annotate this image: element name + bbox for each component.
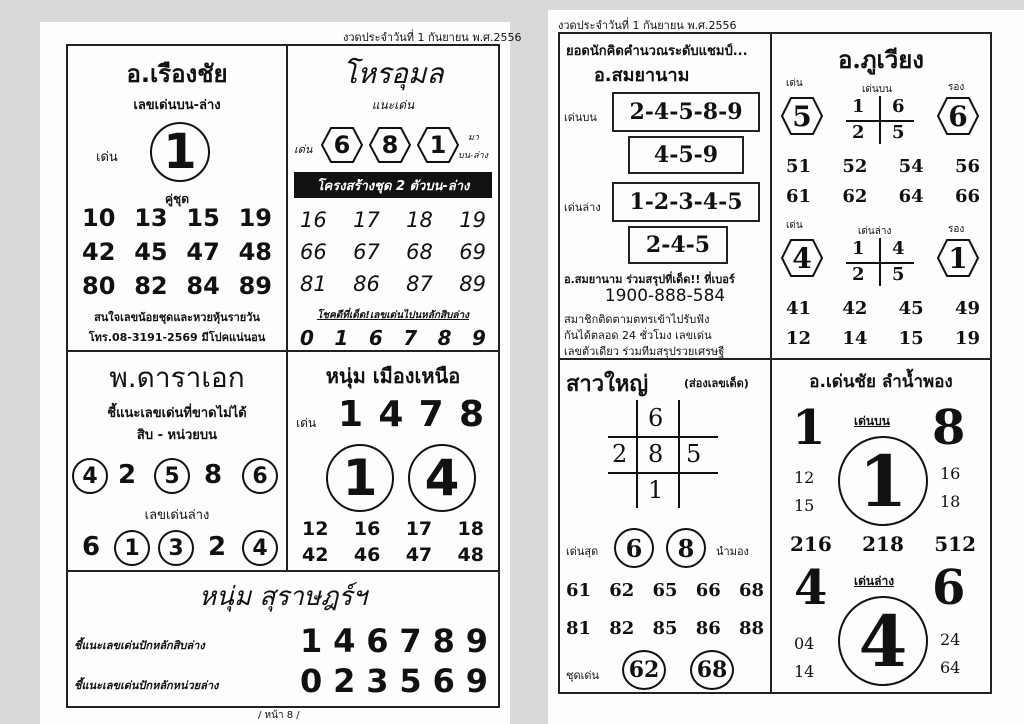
- number: 66: [695, 580, 721, 601]
- number: 62: [842, 186, 868, 207]
- number: 49: [954, 298, 980, 319]
- rueangchai-phone: โทร.08-3191-2569 มีโปคแน่นอน: [88, 331, 266, 344]
- number: 61: [566, 580, 592, 601]
- sommayanam-top-main: 2-4-5-8-9: [612, 92, 760, 132]
- horaduman-digit-3: 1: [416, 126, 460, 164]
- horaduman-side-bottom: บน-ล่าง: [458, 151, 489, 161]
- pair-number: 48: [238, 238, 272, 266]
- number: 216: [790, 532, 832, 556]
- daraek-top-digit-2: 2: [118, 460, 137, 490]
- sommayanam-top-sub: 4-5-9: [628, 136, 744, 174]
- sommayanam-note-3: เลขตัวเดียว ร่วมทีมสรุปรวยเศรษฐี: [564, 345, 725, 358]
- digit: 8: [458, 394, 484, 435]
- surat-row2-digits: [300, 662, 488, 700]
- horaduman-row-2: [300, 240, 486, 264]
- mueangnuea-circle-2: 4: [408, 444, 476, 512]
- mueangnuea-title: หนุ่ม เมืองเหนือ: [325, 364, 461, 388]
- number: 14: [842, 328, 868, 349]
- sommayanam-top-label: เด่นบน: [564, 111, 597, 124]
- number: 85: [652, 618, 678, 639]
- mueangnuea-row-1: [302, 518, 484, 540]
- horaduman-lead-label: เด่น: [294, 143, 313, 156]
- saoyai-row-2: [566, 618, 764, 639]
- sommayanam-bottom-label: เด่นล่าง: [564, 201, 601, 214]
- phuwiang-bottom-grid-3: 2: [852, 264, 865, 285]
- saoyai-grid-vline-2: [678, 400, 680, 508]
- pair-number: 45: [134, 238, 168, 266]
- phuwiang-bottom-lead: 4: [780, 238, 824, 278]
- phuwiang-bottom-grid-2: 4: [892, 238, 905, 259]
- left-page-header: งวดประจำวันที่ 1 กันยายน พ.ศ.2556: [343, 31, 522, 44]
- saoyai-lead-digit-1: 6: [614, 528, 654, 568]
- denchai-bottom-right: 6: [932, 560, 966, 616]
- phuwiang-top-grid-1: 1: [852, 96, 865, 117]
- number: 42: [842, 298, 868, 319]
- rueangchai-pairs-row-2: [82, 238, 272, 266]
- phuwiang-title: อ.ภูเวียง: [837, 45, 925, 74]
- saoyai-grid-bottom: 1: [648, 476, 664, 504]
- saoyai-set-digit-1: 62: [622, 650, 666, 690]
- pair-number: 82: [134, 272, 168, 300]
- saoyai-lead-label: เด่นสุด: [566, 545, 599, 558]
- number: 52: [842, 156, 868, 177]
- digit: 6: [366, 622, 389, 660]
- phuwiang-top-row-2: [786, 186, 980, 207]
- saoyai-grid-top: 6: [648, 404, 664, 432]
- number: 87: [406, 272, 433, 296]
- digit: 7: [403, 326, 418, 350]
- number: 16: [353, 518, 381, 540]
- digit: 8: [432, 622, 455, 660]
- rueangchai-main-number: 1: [150, 122, 210, 182]
- pair-number: 42: [82, 238, 116, 266]
- phuwiang-box: [770, 32, 992, 360]
- phuwiang-bottom-mid-label: เด่นล่าง: [858, 226, 892, 237]
- number: 16: [300, 208, 327, 232]
- sommayanam-bottom-sub: 2-4-5: [628, 226, 728, 264]
- surat-box: [66, 570, 500, 708]
- sommayanam-promo: อ.สมยานาม ร่วมสรุปที่เด็ด!! ที่เบอร์: [564, 273, 735, 286]
- left-page-footer: / หน้า 8 /: [258, 710, 300, 721]
- sommayanam-note-2: กันได้ตลอด 24 ชั่วโมง เลขเด่น: [564, 329, 712, 342]
- mueangnuea-lead-label: เด่น: [296, 416, 317, 430]
- rueangchai-box: [66, 44, 288, 352]
- mueangnuea-circle-1: 1: [326, 444, 394, 512]
- number: 67: [353, 240, 380, 264]
- number: 66: [300, 240, 327, 264]
- daraek-bottom-digit-1: 6: [82, 532, 101, 562]
- sommayanam-title: อ.สมยานาม: [594, 65, 690, 86]
- phuwiang-bottom-lead-label: เด่น: [786, 220, 803, 231]
- number: 48: [457, 544, 484, 566]
- number: 65: [652, 580, 678, 601]
- saoyai-row-1: [566, 580, 764, 601]
- saoyai-lead-side: นำมอง: [716, 545, 749, 558]
- daraek-top-digit-4: 8: [204, 460, 223, 490]
- saoyai-grid-left: 2: [612, 440, 628, 468]
- digit: 9: [465, 622, 488, 660]
- digit: 9: [472, 326, 486, 350]
- daraek-box: [66, 350, 288, 572]
- phuwiang-top-mid-label: เด่นบน: [862, 84, 892, 95]
- number: 56: [954, 156, 980, 177]
- sommayanam-phone: 1900-888-584: [604, 286, 726, 306]
- number: 68: [406, 240, 433, 264]
- horaduman-subtitle: แนะเด่น: [371, 98, 415, 112]
- number: 89: [459, 272, 486, 296]
- left-page: [40, 22, 522, 724]
- number: 12: [786, 328, 812, 349]
- saoyai-set-label: ชุดเด่น: [566, 669, 600, 682]
- saoyai-grid-vline-1: [636, 400, 638, 508]
- number: 69: [459, 240, 486, 264]
- number: 18: [457, 518, 484, 540]
- horaduman-title: โหรอุมล: [342, 57, 444, 90]
- denchai-center: 1: [838, 436, 928, 526]
- denchai-left-small-2: 15: [794, 496, 815, 515]
- digit: 7: [399, 622, 422, 660]
- phuwiang-bottom-row-1: [786, 298, 980, 319]
- daraek-title: พ.ดาราเอก: [109, 361, 245, 394]
- saoyai-set-digit-2: 68: [690, 650, 734, 690]
- phuwiang-top-grid-vline: [879, 96, 881, 144]
- number: 51: [786, 156, 812, 177]
- digit: 6: [432, 662, 455, 700]
- digit: 1: [334, 326, 349, 350]
- number: 41: [786, 298, 812, 319]
- rueangchai-pairs-label: คู่ชุด: [165, 192, 189, 206]
- horaduman-banner: โครงสร้างชุด 2 ตัวบน-ล่าง: [294, 172, 492, 198]
- sommayanam-bottom-main: 1-2-3-4-5: [612, 182, 760, 222]
- rueangchai-title: อ.เรืองชัย: [126, 60, 228, 88]
- number: 18: [406, 208, 433, 232]
- right-page-header: งวดประจำวันที่ 1 กันยายน พ.ศ.2556: [558, 19, 737, 32]
- horaduman-side-top: มา: [468, 133, 479, 143]
- pair-number: 47: [186, 238, 220, 266]
- number: 66: [954, 186, 980, 207]
- number: 86: [695, 618, 721, 639]
- number: 512: [934, 532, 976, 556]
- phuwiang-top-grid-4: 5: [892, 122, 905, 143]
- number: 81: [300, 272, 327, 296]
- daraek-subtitle-2: สิบ - หน่วยบน: [136, 428, 218, 443]
- saoyai-grid-center: 8: [648, 440, 664, 468]
- denchai-triples: [790, 532, 976, 556]
- saoyai-grid-right: 5: [686, 440, 702, 468]
- number: 81: [566, 618, 592, 639]
- phuwiang-top-grid-2: 6: [892, 96, 905, 117]
- saoyai-box: [558, 358, 772, 694]
- denchai-right-small2-2: 64: [940, 658, 961, 677]
- digit: 3: [366, 662, 389, 700]
- denchai-left-small-1: 12: [794, 468, 815, 487]
- rueangchai-promo: สนใจเลขน้อยชุดและหวยหุ้นรายวัน: [94, 311, 260, 324]
- pair-number: 13: [134, 204, 168, 232]
- phuwiang-top-row-1: [786, 156, 980, 177]
- number: 64: [898, 186, 924, 207]
- number: 86: [353, 272, 380, 296]
- saoyai-grid-hline-2: [608, 472, 718, 474]
- daraek-subtitle-1: ชี้แนะเลขเด่นที่ขาดไม่ได้: [107, 406, 247, 421]
- surat-row1-label: ชี้แนะเลขเด่นปักหลักสิบล่าง: [74, 639, 205, 652]
- denchai-top-left: 1: [792, 400, 826, 456]
- mueangnuea-row-2: [302, 544, 484, 566]
- digit: 1: [300, 622, 323, 660]
- number: 46: [353, 544, 381, 566]
- phuwiang-bottom-grid-vline: [879, 238, 881, 286]
- saoyai-grid-hline-1: [608, 436, 718, 438]
- sommayanam-box: [558, 32, 772, 360]
- digit: 8: [437, 326, 452, 350]
- number: 45: [898, 298, 924, 319]
- phuwiang-top-lead-label: เด่น: [786, 78, 803, 89]
- pair-number: 89: [238, 272, 272, 300]
- horaduman-lucky-digits: [300, 326, 486, 350]
- daraek-top-digit-1: 4: [72, 458, 108, 494]
- pair-number: 10: [82, 204, 116, 232]
- daraek-top-digit-3: 5: [154, 458, 190, 494]
- number: 62: [609, 580, 635, 601]
- phuwiang-top-side: 6: [936, 96, 980, 136]
- surat-row2-label: ชี้แนะเลขเด่นปักหลักหน่วยล่าง: [74, 679, 219, 692]
- daraek-bottom-digit-2: 1: [114, 530, 150, 566]
- rueangchai-main-label: เด่น: [96, 150, 118, 165]
- denchai-box: [770, 358, 992, 694]
- daraek-bottom-label: เลขเด่นล่าง: [144, 508, 210, 523]
- phuwiang-bottom-side: 1: [936, 238, 980, 278]
- denchai-left-small2-1: 04: [794, 634, 815, 653]
- pair-number: 84: [186, 272, 220, 300]
- digit: 5: [399, 662, 422, 700]
- digit: 4: [378, 394, 404, 435]
- phuwiang-top-side-label: รอง: [948, 82, 965, 93]
- daraek-bottom-digit-4: 2: [208, 532, 227, 562]
- daraek-bottom-digit-3: 3: [158, 530, 194, 566]
- digit: 2: [333, 662, 356, 700]
- denchai-left-small2-2: 14: [794, 662, 815, 681]
- denchai-right-small2-1: 24: [940, 630, 961, 649]
- denchai-bottom-label: เด่นล่าง: [854, 574, 895, 588]
- phuwiang-top-lead: 5: [780, 96, 824, 136]
- denchai-title: อ.เด่นชัย ลำน้ำพอง: [809, 372, 953, 392]
- number: 42: [302, 544, 329, 566]
- digit: 4: [333, 622, 356, 660]
- number: 19: [459, 208, 486, 232]
- horaduman-box: [286, 44, 500, 352]
- number: 12: [302, 518, 329, 540]
- phuwiang-bottom-grid-4: 5: [892, 264, 905, 285]
- denchai-center-2: 4: [838, 596, 928, 686]
- pair-number: 19: [238, 204, 272, 232]
- rueangchai-pairs-row-1: [82, 204, 272, 232]
- horaduman-digit-2: 8: [368, 126, 412, 164]
- denchai-right-small-2: 18: [940, 492, 961, 511]
- rueangchai-pairs-row-3: [82, 272, 272, 300]
- pair-number: 15: [186, 204, 220, 232]
- saoyai-subtitle: (ส่องเลขเด็ด): [684, 377, 749, 390]
- mueangnuea-digits: [338, 394, 484, 435]
- rueangchai-subtitle: เลขเด่นบน-ล่าง: [133, 98, 221, 113]
- number: 47: [405, 544, 433, 566]
- digit: 0: [300, 662, 323, 700]
- number: 68: [738, 580, 764, 601]
- number: 17: [353, 208, 380, 232]
- digit: 1: [338, 394, 364, 435]
- sommayanam-note-1: สมาชิกติดตามตทรเข้าไปรับฟัง: [564, 313, 710, 326]
- number: 54: [898, 156, 924, 177]
- pair-number: 80: [82, 272, 116, 300]
- phuwiang-top-grid-3: 2: [852, 122, 865, 143]
- digit: 6: [368, 326, 383, 350]
- sommayanam-tagline: ยอดนักคิดคำนวณระดับแชมป์...: [566, 44, 748, 59]
- horaduman-lucky-label: โชคดีที่เด็ด!เลขเด่นไปนหลักสิบล่าง: [316, 310, 470, 321]
- number: 15: [898, 328, 924, 349]
- horaduman-row-1: [300, 208, 486, 232]
- denchai-top-label: เด่นบน: [854, 414, 890, 428]
- digit: 9: [465, 662, 488, 700]
- surat-title: หนุ่ม สุราษฎร์ฯ: [199, 582, 367, 612]
- saoyai-title: สาวใหญ่: [566, 372, 649, 397]
- daraek-top-digit-5: 6: [242, 458, 278, 494]
- number: 19: [954, 328, 980, 349]
- horaduman-digit-1: 6: [320, 126, 364, 164]
- phuwiang-bottom-row-2: [786, 328, 980, 349]
- horaduman-row-3: [300, 272, 486, 296]
- right-page: [548, 10, 1024, 724]
- number: 88: [738, 618, 764, 639]
- phuwiang-bottom-grid-1: 1: [852, 238, 865, 259]
- daraek-bottom-digit-5: 4: [242, 530, 278, 566]
- denchai-right-small-1: 16: [940, 464, 961, 483]
- surat-row1-digits: [300, 622, 488, 660]
- saoyai-lead-digit-2: 8: [666, 528, 706, 568]
- denchai-top-right: 8: [932, 400, 966, 456]
- number: 218: [862, 532, 904, 556]
- number: 82: [609, 618, 635, 639]
- number: 61: [786, 186, 812, 207]
- digit: 7: [418, 394, 444, 435]
- mueangnuea-box: [286, 350, 500, 572]
- denchai-bottom-left: 4: [794, 560, 828, 616]
- phuwiang-bottom-side-label: รอง: [948, 224, 965, 235]
- number: 17: [405, 518, 433, 540]
- digit: 0: [300, 326, 314, 350]
